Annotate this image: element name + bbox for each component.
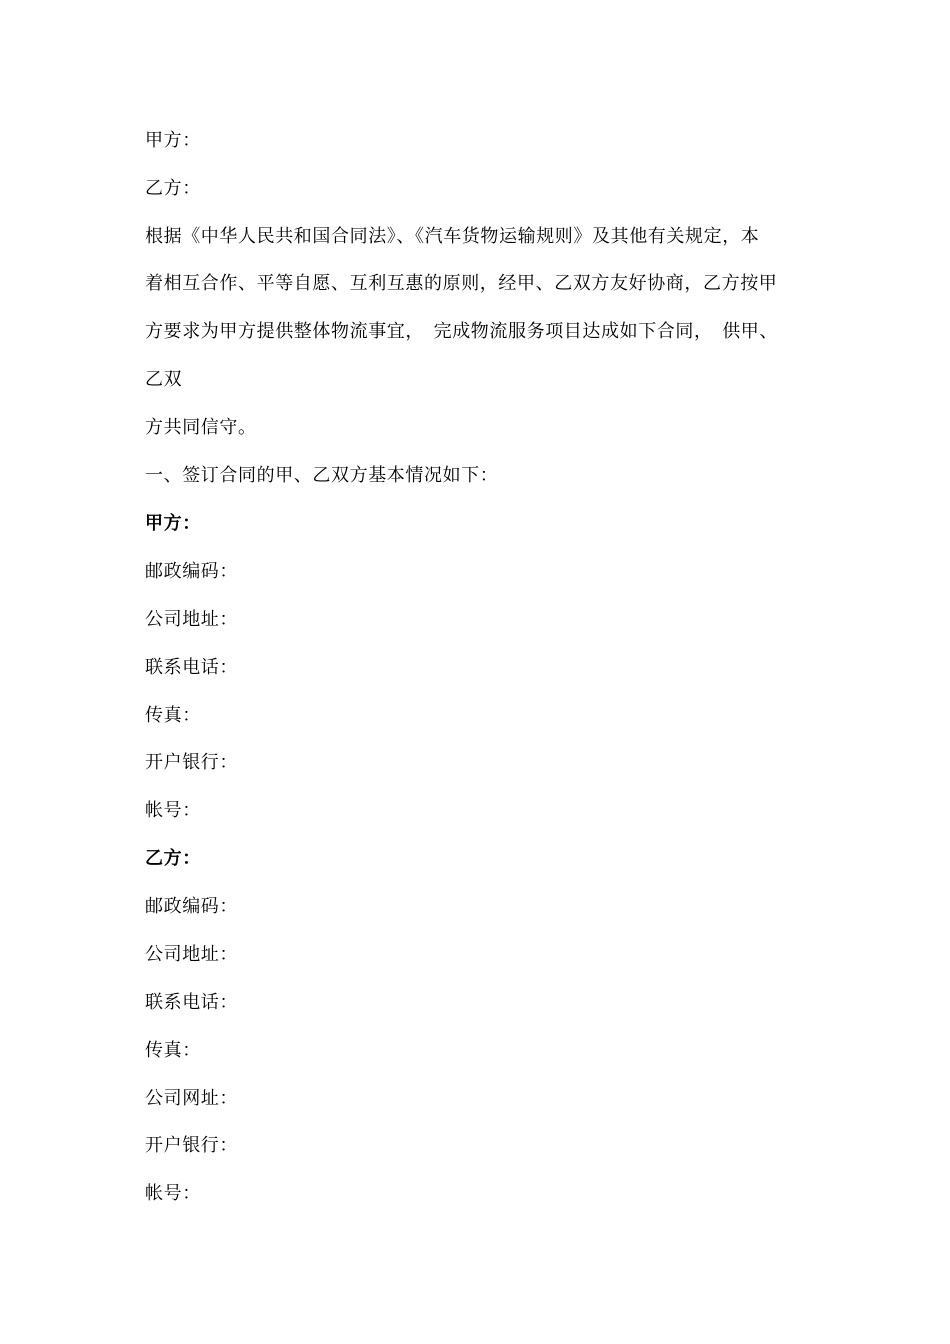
party-a-account: 帐号： [145,800,201,821]
intro-line-3: 方要求为甲方提供整体物流事宜， 完成物流服务项目达成如下合同， 供甲、 [145,321,778,342]
party-a-label: 甲方： [145,130,201,151]
party-a-heading: 甲方： [145,513,201,534]
party-b-label: 乙方： [145,178,201,199]
party-b-heading: 乙方： [145,848,201,869]
party-b-postal-code: 邮政编码： [145,896,238,917]
intro-line-2: 着相互合作、平等自愿、互利互惠的原则，经甲、乙双方友好协商，乙方按甲 [145,273,778,294]
party-a-address: 公司地址： [145,609,238,630]
party-b-bank: 开户银行： [145,1135,238,1156]
party-a-phone: 联系电话： [145,657,238,678]
party-b-phone: 联系电话： [145,992,238,1013]
party-b-address: 公司地址： [145,944,238,965]
party-a-bank: 开户银行： [145,752,238,773]
intro-line-1: 根据《中华人民共和国合同法》、《汽车货物运输规则》及其他有关规定，本 [145,226,760,247]
party-b-account: 帐号： [145,1183,201,1204]
party-b-website: 公司网址： [145,1088,238,1109]
intro-line-4: 乙双 [145,369,183,390]
party-b-fax: 传真： [145,1040,201,1061]
party-a-postal-code: 邮政编码： [145,561,238,582]
section-1-heading: 一、签订合同的甲、乙双方基本情况如下： [145,465,499,486]
party-a-fax: 传真： [145,705,201,726]
intro-line-5: 方共同信守。 [145,417,257,438]
